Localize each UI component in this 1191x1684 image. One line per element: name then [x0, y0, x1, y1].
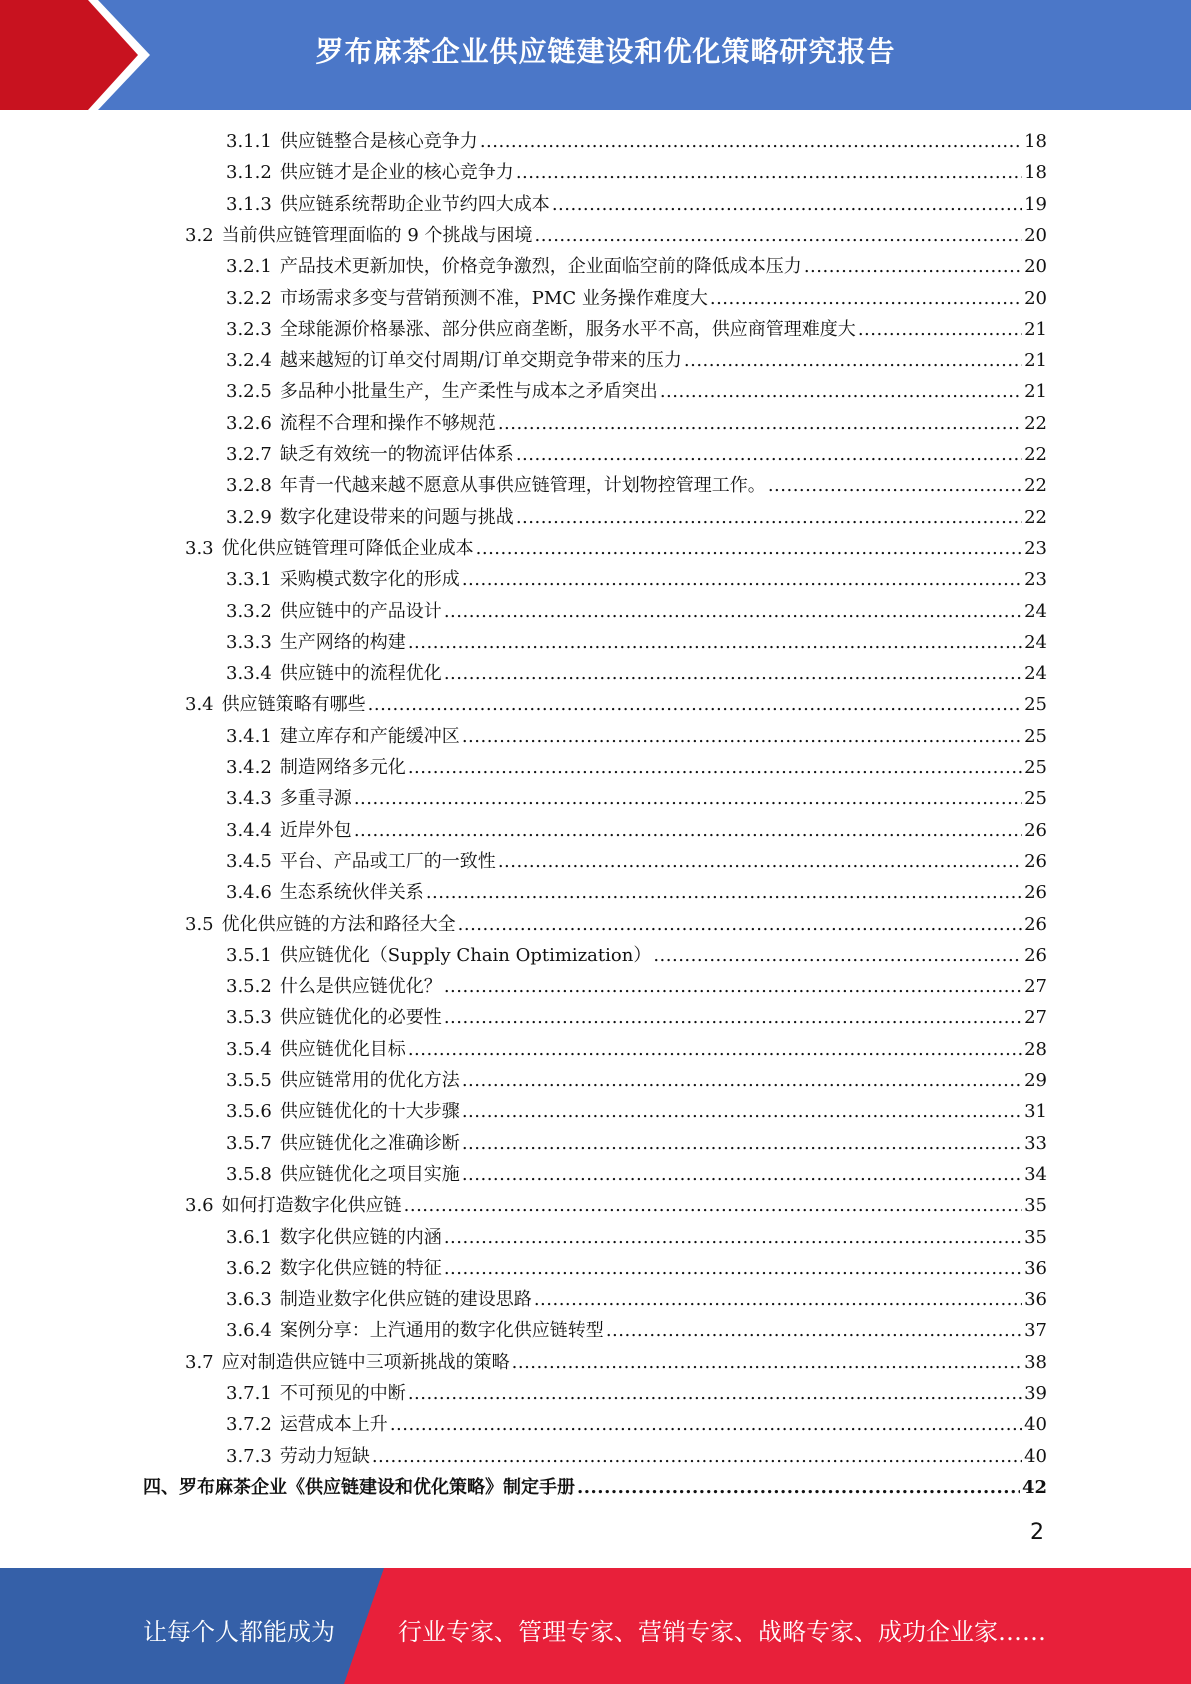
toc-entry-title: 优化供应链的方法和路径大全	[221, 913, 456, 935]
toc-entry[interactable]	[226, 784, 1047, 815]
toc-entry-number: 3.5.2	[226, 976, 272, 998]
toc-entry-title: 供应链中的流程优化	[279, 663, 442, 685]
toc-entry-page: 26	[1024, 913, 1047, 935]
toc-entry-page: 40	[1024, 1414, 1047, 1436]
toc-entry-title: 生态系统伙伴关系	[279, 882, 424, 904]
toc-leader-dots	[444, 976, 1022, 997]
toc-leader-dots	[354, 820, 1022, 841]
toc-entry[interactable]	[226, 1285, 1047, 1316]
toc-entry[interactable]	[226, 1254, 1047, 1285]
toc-entry-number: 3.2.4	[226, 350, 272, 372]
toc-entry[interactable]	[226, 190, 1047, 221]
toc-entry-page: 39	[1024, 1383, 1047, 1404]
toc-entry-number: 3.2.8	[226, 475, 272, 497]
toc-entry-page: 24	[1024, 663, 1047, 685]
toc-entry-page: 31	[1024, 1101, 1047, 1123]
toc-entry-number: 3.5.7	[226, 1132, 272, 1154]
toc-entry-title: 案例分享：上汽通用的数字化供应链转型	[279, 1320, 604, 1342]
toc-entry-number: 3.5.1	[226, 944, 272, 966]
toc-entry-number: 3.3.2	[226, 600, 272, 622]
toc-entry-page: 24	[1024, 600, 1047, 622]
toc-leader-dots	[404, 1195, 1022, 1216]
toc-leader-dots	[408, 1039, 1022, 1060]
toc-leader-dots	[684, 350, 1022, 371]
toc-leader-dots	[804, 256, 1022, 277]
toc-entry-number: 3.3.4	[226, 663, 272, 685]
toc-entry-page: 20	[1024, 287, 1047, 309]
toc-entry[interactable]	[226, 1316, 1047, 1347]
toc-entry-title: 供应链优化的十大步骤	[279, 1101, 460, 1123]
toc-entry-number: 3.2.6	[226, 412, 272, 434]
toc-leader-dots	[462, 726, 1022, 747]
toc-entry-title: 供应链策略有哪些	[221, 694, 366, 716]
toc-entry-page: 36	[1024, 1257, 1047, 1279]
footer-slogan-right: 行业专家、管理专家、营销专家、战略专家、成功企业家……	[398, 1618, 1046, 1646]
toc-entry-number: 3.7.1	[226, 1383, 272, 1404]
toc-leader-dots	[768, 475, 1022, 496]
toc-entry-page: 24	[1024, 631, 1047, 653]
toc-entry-number: 3.4.2	[226, 757, 272, 778]
toc-entry[interactable]	[226, 1160, 1047, 1191]
toc-entry-title: 缺乏有效统一的物流评估体系	[279, 444, 514, 465]
report-title: 罗布麻茶企业供应链建设和优化策略研究报告	[315, 35, 896, 68]
toc-leader-dots	[577, 1477, 1020, 1498]
toc-entry-number: 3.3.1	[226, 569, 272, 591]
toc-entry[interactable]	[226, 659, 1047, 690]
toc-entry-number: 3.5	[185, 913, 214, 935]
toc-entry[interactable]	[226, 315, 1047, 346]
toc-entry[interactable]	[226, 1035, 1047, 1066]
toc-entry-page: 25	[1024, 725, 1047, 747]
toc-entry-title: 制造网络多元化	[279, 757, 406, 778]
toc-leader-dots	[462, 1101, 1022, 1122]
toc-entry-title: 劳动力短缺	[279, 1445, 370, 1467]
toc-leader-dots	[516, 444, 1022, 465]
toc-entry-number: 3.4.1	[226, 725, 272, 747]
page-number: 2	[1030, 1520, 1044, 1545]
toc-entry-title: 供应链优化之项目实施	[279, 1163, 460, 1185]
toc-entry-number: 3.3	[185, 537, 214, 559]
toc-leader-dots	[426, 882, 1022, 903]
toc-entry-page: 28	[1024, 1038, 1047, 1060]
toc-entry-number: 3.1.1	[226, 131, 272, 152]
toc-entry[interactable]	[226, 284, 1047, 315]
toc-entry-page: 19	[1024, 193, 1047, 215]
toc-entry-number: 3.1.2	[226, 162, 272, 184]
toc-entry-page: 27	[1024, 1007, 1047, 1029]
toc-leader-dots	[354, 788, 1022, 809]
toc-entry-page: 22	[1024, 506, 1047, 528]
toc-leader-dots	[535, 225, 1023, 246]
toc-entry-title: 不可预见的中断	[279, 1383, 406, 1404]
toc-leader-dots	[462, 1070, 1022, 1091]
toc-leader-dots	[512, 1352, 1022, 1373]
toc-entry-title: 建立库存和产能缓冲区	[279, 725, 460, 747]
toc-entry[interactable]	[226, 753, 1047, 784]
toc-entry-number: 3.6.3	[226, 1289, 272, 1311]
toc-entry-page: 29	[1024, 1070, 1047, 1091]
toc-entry[interactable]	[226, 1379, 1047, 1410]
toc-entry-page: 23	[1024, 537, 1047, 559]
toc-entry-page: 21	[1024, 318, 1047, 340]
toc-entry-page: 34	[1024, 1163, 1047, 1185]
toc-entry-page: 20	[1024, 224, 1047, 246]
toc-entry[interactable]	[226, 597, 1047, 628]
toc-entry-page: 22	[1024, 444, 1047, 465]
toc-entry[interactable]	[226, 503, 1047, 534]
toc-entry-number: 3.2.7	[226, 444, 272, 465]
toc-leader-dots	[653, 945, 1022, 966]
toc-entry-title: 数字化供应链的特征	[279, 1257, 442, 1279]
toc-leader-dots	[710, 288, 1022, 309]
toc-entry[interactable]	[226, 1410, 1047, 1441]
toc-leader-dots	[458, 914, 1022, 935]
toc-leader-dots	[462, 1133, 1022, 1154]
toc-entry-title: 全球能源价格暴涨、部分供应商垄断，服务水平不高，供应商管理难度大	[279, 318, 856, 340]
toc-entry-number: 3.5.8	[226, 1163, 272, 1185]
toc-leader-dots	[606, 1320, 1022, 1341]
toc-entry-page: 38	[1024, 1351, 1047, 1373]
toc-entry[interactable]	[226, 471, 1047, 502]
toc-entry-title: 流程不合理和操作不够规范	[279, 412, 496, 434]
toc-leader-dots	[660, 381, 1022, 402]
toc-leader-dots	[372, 1446, 1022, 1467]
toc-leader-dots	[444, 663, 1022, 684]
toc-entry-page: 25	[1024, 788, 1047, 810]
toc-entry-page: 33	[1024, 1132, 1047, 1154]
toc-entry[interactable]	[226, 409, 1047, 440]
toc-entry-number: 3.6.2	[226, 1257, 272, 1279]
toc-entry-number: 3.3.3	[226, 631, 272, 653]
toc-leader-dots	[498, 413, 1022, 434]
toc-entry-number: 3.2.5	[226, 381, 272, 403]
toc-entry-title: 供应链优化目标	[279, 1038, 406, 1060]
toc-entry-page: 36	[1024, 1289, 1047, 1311]
toc-entry-number: 3.6.4	[226, 1320, 272, 1342]
toc-entry[interactable]	[226, 127, 1047, 158]
toc-entry[interactable]	[185, 534, 1047, 565]
toc-leader-dots	[368, 694, 1022, 715]
toc-entry-title: 市场需求多变与营销预测不准，PMC 业务操作难度大	[279, 287, 708, 309]
toc-entry-title: 什么是供应链优化？	[279, 976, 442, 998]
toc-entry-page: 35	[1024, 1195, 1047, 1217]
toc-leader-dots	[498, 851, 1022, 872]
toc-entry[interactable]	[226, 972, 1047, 1003]
toc-entry[interactable]	[226, 847, 1047, 878]
toc-entry-title: 供应链系统帮助企业节约四大成本	[279, 193, 550, 215]
footer-slogan-left: 让每个人都能成为	[143, 1618, 335, 1646]
toc-entry-title: 供应链优化之准确诊断	[279, 1132, 460, 1154]
toc-entry-page: 26	[1024, 819, 1047, 841]
toc-entry-number: 3.5.4	[226, 1038, 272, 1060]
toc-entry-number: 3.7.3	[226, 1445, 272, 1467]
toc-entry-page: 26	[1024, 882, 1047, 904]
toc-entry[interactable]	[226, 346, 1047, 377]
toc-entry-page: 35	[1024, 1226, 1047, 1248]
toc-entry-number: 3.5.3	[226, 1007, 272, 1029]
toc-entry-number: 3.7.2	[226, 1414, 272, 1436]
toc-entry-title: 近岸外包	[279, 819, 352, 841]
toc-leader-dots	[408, 757, 1022, 778]
toc-entry[interactable]	[226, 1129, 1047, 1160]
toc-entry-page: 40	[1024, 1445, 1047, 1467]
toc-entry[interactable]	[185, 221, 1047, 252]
toc-entry[interactable]	[185, 910, 1047, 941]
toc-entry[interactable]	[226, 565, 1047, 596]
toc-leader-dots	[858, 319, 1022, 340]
page-header	[0, 0, 1191, 110]
toc-leader-dots	[534, 1289, 1022, 1310]
toc-entry-number: 3.2.3	[226, 318, 272, 340]
toc-entry[interactable]	[226, 440, 1047, 471]
toc-entry[interactable]	[185, 690, 1047, 721]
toc-leader-dots	[476, 538, 1022, 559]
toc-entry[interactable]	[226, 1442, 1047, 1473]
toc-entry[interactable]	[226, 377, 1047, 408]
toc-entry-number: 3.7	[185, 1351, 214, 1373]
toc-entry[interactable]	[185, 1191, 1047, 1222]
toc-leader-dots	[390, 1414, 1022, 1435]
toc-entry-page: 27	[1024, 976, 1047, 998]
toc-entry-number: 3.2.9	[226, 506, 272, 528]
toc-entry-title: 供应链中的产品设计	[279, 600, 442, 622]
toc-entry-title: 数字化供应链的内涵	[279, 1226, 442, 1248]
toc-entry-page: 21	[1024, 381, 1047, 403]
toc-entry-title: 供应链才是企业的核心竞争力	[279, 162, 514, 184]
toc-leader-dots	[516, 162, 1022, 183]
toc-leader-dots	[444, 1227, 1022, 1248]
toc-entry-number: 3.6	[185, 1195, 214, 1217]
toc-entry-number: 3.1.3	[226, 193, 272, 215]
toc-entry[interactable]	[226, 1097, 1047, 1128]
toc-entry-page: 26	[1024, 850, 1047, 872]
toc-entry-title: 当前供应链管理面临的 9 个挑战与困境	[221, 224, 533, 246]
toc-entry-title: 采购模式数字化的形成	[279, 569, 460, 591]
toc-entry-page: 22	[1024, 412, 1047, 434]
toc-entry-title: 生产网络的构建	[279, 631, 406, 653]
toc-leader-dots	[462, 569, 1022, 590]
toc-leader-dots	[444, 601, 1022, 622]
toc-entry-number: 3.5.6	[226, 1101, 272, 1123]
toc-entry-page: 25	[1024, 694, 1047, 716]
toc-entry-title: 越来越短的订单交付周期/订单交期竞争带来的压力	[279, 350, 682, 372]
toc-entry-page: 23	[1024, 569, 1047, 591]
toc-entry[interactable]	[226, 722, 1047, 753]
toc-entry-title: 平台、产品或工厂的一致性	[279, 850, 496, 872]
toc-entry-title: 供应链整合是核心竞争力	[279, 131, 478, 152]
toc-leader-dots	[552, 194, 1022, 215]
toc-entry-page: 20	[1024, 256, 1047, 278]
toc-leader-dots	[444, 1258, 1022, 1279]
page-footer	[0, 1568, 1191, 1684]
toc-entry-page: 37	[1024, 1320, 1047, 1342]
toc-entry[interactable]	[143, 1473, 1047, 1504]
toc-leader-dots	[408, 632, 1022, 653]
toc-entry-title: 多重寻源	[279, 788, 352, 810]
toc-entry-page: 42	[1021, 1476, 1047, 1498]
toc-entry[interactable]	[226, 941, 1047, 972]
toc-entry[interactable]	[226, 1066, 1047, 1097]
toc-entry-number: 3.4.5	[226, 850, 272, 872]
toc-entry[interactable]	[226, 158, 1047, 189]
toc-entry-page: 18	[1024, 162, 1047, 184]
toc-entry-number: 3.4	[185, 694, 214, 716]
toc-entry-title: 如何打造数字化供应链	[221, 1195, 402, 1217]
toc-entry[interactable]	[226, 816, 1047, 847]
toc-leader-dots	[444, 1007, 1022, 1028]
toc-entry[interactable]	[226, 252, 1047, 283]
toc-entry-title: 产品技术更新加快，价格竞争激烈，企业面临空前的降低成本压力	[279, 256, 802, 278]
toc-entry[interactable]	[226, 878, 1047, 909]
toc-entry-title: 供应链优化（Supply Chain Optimization）	[279, 944, 652, 966]
toc-entry-number: 3.4.3	[226, 788, 272, 810]
toc-leader-dots	[480, 131, 1022, 152]
toc-entry[interactable]	[226, 628, 1047, 659]
toc-leader-dots	[516, 507, 1022, 528]
toc-entry-page: 25	[1024, 757, 1047, 778]
toc-entry-number: 3.6.1	[226, 1226, 272, 1248]
toc-entry-title: 优化供应链管理可降低企业成本	[221, 537, 474, 559]
toc-entry-number: 3.2.1	[226, 256, 272, 278]
toc-entry-number: 3.2.2	[226, 287, 272, 309]
toc-entry-title: 应对制造供应链中三项新挑战的策略	[221, 1351, 510, 1373]
toc-entry-number: 3.4.6	[226, 882, 272, 904]
toc-entry-title: 供应链常用的优化方法	[279, 1070, 460, 1091]
toc-entry[interactable]	[226, 1003, 1047, 1034]
toc-entry-title: 运营成本上升	[279, 1414, 388, 1436]
toc-entry-page: 26	[1024, 944, 1047, 966]
toc-entry-title: 四、罗布麻茶企业《供应链建设和优化策略》制定手册	[143, 1476, 575, 1498]
toc-entry-page: 22	[1024, 475, 1047, 497]
toc-entry[interactable]	[185, 1348, 1047, 1379]
toc-entry-title: 制造业数字化供应链的建设思路	[279, 1289, 532, 1311]
toc-entry-title: 多品种小批量生产，生产柔性与成本之矛盾突出	[279, 381, 658, 403]
toc-entry-number: 3.5.5	[226, 1070, 272, 1091]
toc-entry-title: 年青一代越来越不愿意从事供应链管理，计划物控管理工作。	[279, 475, 766, 497]
toc-entry-title: 数字化建设带来的问题与挑战	[279, 506, 514, 528]
toc-entry-page: 21	[1024, 350, 1047, 372]
toc-leader-dots	[462, 1164, 1022, 1185]
toc-entry[interactable]	[226, 1223, 1047, 1254]
toc-entry-page: 18	[1024, 131, 1047, 152]
toc-entry-title: 供应链优化的必要性	[279, 1007, 442, 1029]
toc-leader-dots	[408, 1383, 1022, 1404]
toc-entry-number: 3.4.4	[226, 819, 272, 841]
toc-entry-number: 3.2	[185, 224, 214, 246]
